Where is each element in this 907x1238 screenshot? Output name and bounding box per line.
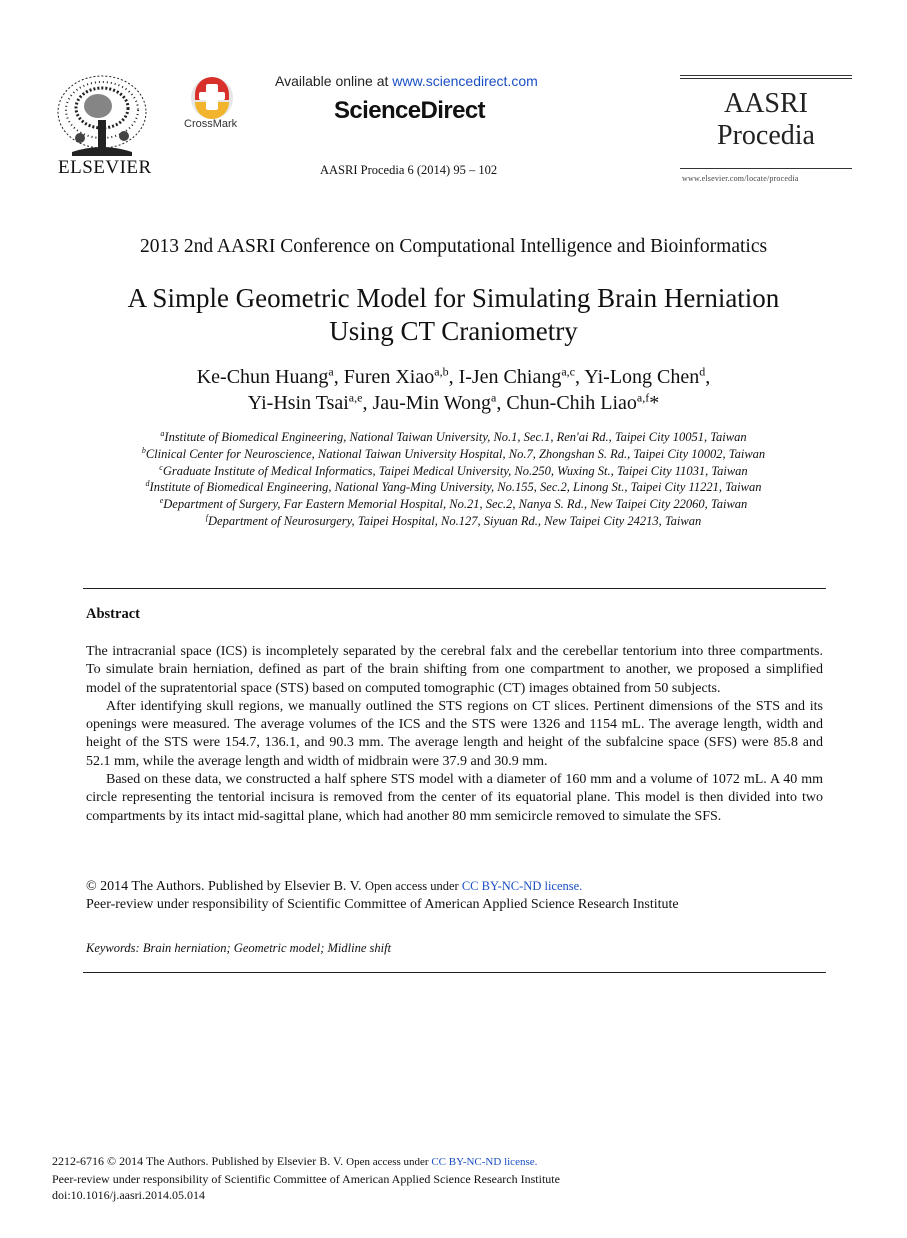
author: Yi-Hsin Tsai: [247, 392, 349, 414]
publisher-name: ELSEVIER: [58, 157, 152, 178]
license-block: © 2014 The Authors. Published by Elsevier B. V. Open access under CC BY-NC-ND license. Peer-review under responsibility of Scientific Committee of American Applied Science Research Institute: [86, 879, 679, 913]
abstract-paragraph: Based on these data, we constructed a half sphere STS model with a diameter of 160 mm and a volume of 1072 mL. A 40 mm circle representing the tentorial incisura is removed from the center of its equatorial plane. This model is then divided into two compartments by its intact mid-sagittal plane, which had another 80 mm semicircle removed to simulate the SFS.: [86, 772, 823, 824]
conference-name: 2013 2nd AASRI Conference on Computational Intelligence and Bioinformatics: [139, 236, 768, 257]
affiliation: $^e$Department of Surgery, Far Eastern Memorial Hospital, No.21, Sec.2, Nanya S. Rd., New Taipei City 22060, Taiwan: [159, 496, 748, 512]
sciencedirect-logo: ScienceDirect: [334, 97, 485, 124]
divider-bottom: [83, 972, 826, 973]
footer-license-link[interactable]: CC BY-NC-ND license.: [431, 1156, 538, 1168]
doi[interactable]: doi:10.1016/j.aasri.2014.05.014: [52, 1188, 205, 1202]
author: Furen Xiao: [343, 366, 435, 388]
author: I-Jen Chiang: [458, 366, 562, 388]
available-online: Available online at www.sciencedirect.com: [275, 73, 538, 89]
author: Ke-Chun Huang: [196, 366, 329, 388]
affiliation: $^b$Clinical Center for Neuroscience, National Taiwan University Hospital, No.7, Zhongshan S. Rd., Taipei City 10002, Taiwan: [141, 445, 766, 461]
journal-rule-bottom: [680, 168, 852, 169]
author: Chun-Chih Liao: [506, 392, 637, 414]
affiliation: $^c$Graduate Institute of Medical Informatics, Taipei Medical University, No.250, Wuxing St., Taipei City 11031, Taiwan: [159, 462, 748, 478]
affiliation: $^f$Department of Neurosurgery, Taipei Hospital, No.127, Siyuan Rd., New Taipei City 24213, Taiwan: [205, 512, 702, 528]
author: Jau-Min Wong: [372, 392, 492, 414]
author-list: [60, 364, 847, 416]
affiliation: $^d$Institute of Biomedical Engineering, National Yang-Ming University, No.155, Sec.2, Linong St., Taipei City 11221, Taiwan: [145, 479, 762, 495]
sciencedirect-link[interactable]: www.sciencedirect.com: [392, 73, 538, 89]
abstract-paragraph: The intracranial space (ICS) is incompletely separated by the cerebral falx and the cerebellar tentorium into three compartments. To simulate brain herniation, defined as part of the brain shifting from one compartment to another, we proposed a simplified model of the supratentorial space (STS) based on computed tomographic (CT) images obtained from 50 subjects.: [86, 644, 823, 696]
author: Yi-Long Chen: [584, 366, 700, 388]
paper-title: A Simple Geometric Model for Simulating Brain Herniation Using CT Craniometry: [127, 283, 780, 346]
affiliations: [60, 429, 847, 530]
author-line-2: Yi-Hsin Tsai$^{a,e}$, Jau-Min Wong$^a$, Chun-Chih Liao$^{a,f}$*: [247, 390, 660, 414]
journal-reference: AASRI Procedia 6 (2014) 95 – 102: [320, 163, 498, 177]
abstract-body: [86, 643, 823, 826]
page-footer: 2212-6716 © 2014 The Authors. Published by Elsevier B. V. Open access under CC BY-NC-ND license. Peer-review under responsibility of Scientific Committee of American Applied Science Research Institute doi:10.1016/j.aasri.2014.05.014: [52, 1154, 560, 1202]
abstract-paragraph: After identifying skull regions, we manually outlined the STS regions on CT slices. Pertinent dimensions of the STS and its openings were measured. The average volumes of the ICS and the STS were 1326 and 1154 mL. The average length, width and height of the STS were 154.7, 136.1, and 90.3 mm. The average length and height of the subfalcine space (SFS) were 85.8 and 52.1 mm, while the average length and width of midbrain were 37.9 and 30.9 mm.: [86, 698, 823, 769]
divider-top: [83, 588, 826, 589]
journal-url[interactable]: www.elsevier.com/locate/procedia: [682, 174, 799, 183]
journal-title: AASRI Procedia: [717, 88, 815, 151]
affiliation: $^a$Institute of Biomedical Engineering, National Taiwan University, No.1, Sec.1, Ren'ai Rd., Taipei City 10051, Taiwan: [160, 428, 747, 444]
license-link[interactable]: CC BY-NC-ND license.: [461, 879, 583, 893]
journal-rule-top: [680, 75, 852, 79]
keywords: Keywords: Brain herniation; Geometric model; Midline shift: [86, 941, 392, 955]
author-line-1: Ke-Chun Huang$^a$, Furen Xiao$^{a,b}$, I-Jen Chiang$^{a,c}$, Yi-Long Chen$^d$,: [196, 364, 711, 388]
crossmark-label: CrossMark: [184, 118, 238, 130]
abstract-heading: Abstract: [86, 606, 140, 622]
